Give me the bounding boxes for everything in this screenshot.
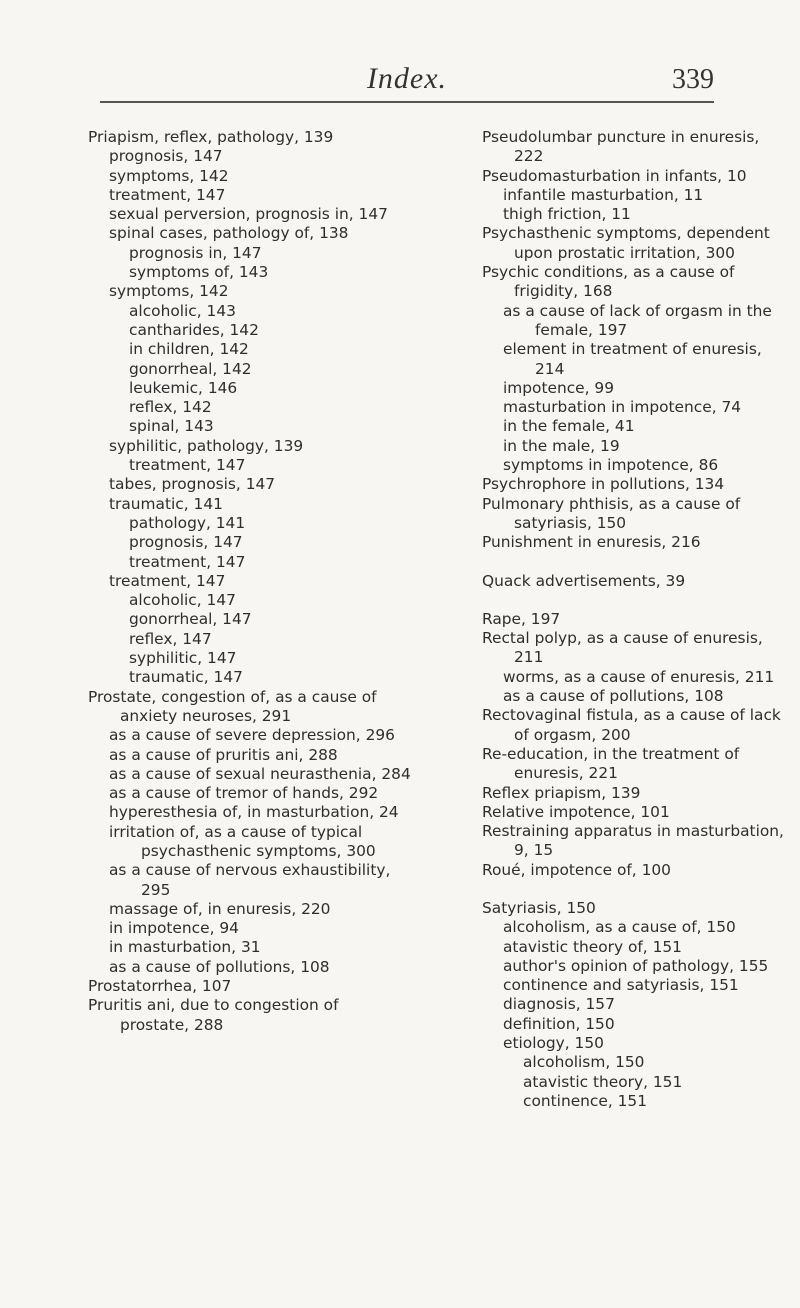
index-entry: etiology, 150 <box>503 1034 604 1053</box>
index-entry: alcoholism, 150 <box>523 1053 645 1072</box>
page-title: Index. <box>366 62 448 95</box>
index-entry: as a cause of sexual neurasthenia, 284 <box>109 764 411 783</box>
index-entry: spinal cases, pathology of, 138 <box>109 224 349 243</box>
index-entry: hyperesthesia of, in masturbation, 24 <box>109 803 399 822</box>
index-entry: gonorrheal, 142 <box>129 359 252 378</box>
index-entry: gonorrheal, 147 <box>129 610 252 629</box>
index-entry: Rectovaginal fistula, as a cause of lack of orgasm, 200 <box>482 706 781 744</box>
index-entry: atavistic theory of, 151 <box>503 937 682 956</box>
index-entry: symptoms, 142 <box>109 282 229 301</box>
index-column-right <box>482 128 787 1111</box>
index-entry: prognosis in, 147 <box>129 243 262 262</box>
index-entry: Quack advertisements, 39 <box>482 571 686 590</box>
index-entry: treatment, 147 <box>129 456 246 475</box>
index-column-left <box>88 128 412 1035</box>
index-entry: Restraining apparatus in masturbation, 9, 15 <box>482 822 784 860</box>
index-entry: treatment, 147 <box>129 552 246 571</box>
index-entry: in the male, 19 <box>503 436 620 455</box>
index-entry: Pseudomasturbation in infants, 10 <box>482 166 747 185</box>
index-entry: as a cause of pruritis ani, 288 <box>109 745 338 764</box>
index-entry: massage of, in enuresis, 220 <box>109 899 331 918</box>
index-entry: prognosis, 147 <box>109 147 223 166</box>
index-entry: Relative impotence, 101 <box>482 802 670 821</box>
index-entry: as a cause of nervous exhaustibility, 295 <box>109 861 391 899</box>
index-entry: Psychrophore in pollutions, 134 <box>482 475 725 494</box>
index-entry: symptoms in impotence, 86 <box>503 456 719 475</box>
index-entry: Prostatorrhea, 107 <box>88 977 232 996</box>
index-entry: Reflex priapism, 139 <box>482 783 641 802</box>
index-entry: continence and satyriasis, 151 <box>503 976 739 995</box>
index-entry: impotence, 99 <box>503 378 615 397</box>
index-entry: as a cause of lack of orgasm in the female, 197 <box>503 301 772 339</box>
index-entry: author's opinion of pathology, 155 <box>503 956 769 975</box>
index-entry: Pruritis ani, due to congestion of prostate, 288 <box>88 996 339 1034</box>
index-entry: Rectal polyp, as a cause of enuresis, 211 <box>482 629 763 667</box>
index-entry: treatment, 147 <box>109 571 226 590</box>
index-entry: Pulmonary phthisis, as a cause of satyriasis, 150 <box>482 494 741 532</box>
index-entry: treatment, 147 <box>109 185 226 204</box>
index-entry: pathology, 141 <box>129 513 246 532</box>
index-entry: symptoms, 142 <box>109 166 229 185</box>
index-entry: Psychasthenic symptoms, dependent upon prostatic irritation, 300 <box>482 224 770 262</box>
page-number: 339 <box>672 64 714 95</box>
index-entry: continence, 151 <box>523 1091 648 1110</box>
index-entry: thigh friction, 11 <box>503 205 631 224</box>
index-entry: in impotence, 94 <box>109 919 239 938</box>
index-entry: Roué, impotence of, 100 <box>482 860 671 879</box>
index-entry: Satyriasis, 150 <box>482 898 596 917</box>
index-entry: as a cause of pollutions, 108 <box>503 687 724 706</box>
index-entry: worms, as a cause of enuresis, 211 <box>503 667 775 686</box>
index-entry: Punishment in enuresis, 216 <box>482 533 701 552</box>
index-entry: leukemic, 146 <box>129 378 238 397</box>
index-entry: prognosis, 147 <box>129 533 243 552</box>
index-entry: tabes, prognosis, 147 <box>109 475 276 494</box>
index-entry: Pseudolumbar puncture in enuresis, 222 <box>482 128 760 166</box>
index-entry: alcoholic, 143 <box>129 301 236 320</box>
index-entry: reflex, 142 <box>129 398 212 417</box>
index-entry: diagnosis, 157 <box>503 995 615 1014</box>
index-entry: syphilitic, pathology, 139 <box>109 436 304 455</box>
index-entry: cantharides, 142 <box>129 320 259 339</box>
index-entry: Re-education, in the treatment of enuresis, 221 <box>482 744 740 783</box>
index-entry: sexual perversion, prognosis in, 147 <box>109 205 388 224</box>
index-entry: syphilitic, 147 <box>129 649 237 668</box>
index-entry: infantile masturbation, 11 <box>503 185 704 204</box>
index-entry: reflex, 147 <box>129 629 212 648</box>
index-entry: Priapism, reflex, pathology, 139 <box>88 128 334 146</box>
index-entry: traumatic, 147 <box>129 668 243 687</box>
header-rule <box>100 101 714 103</box>
index-entry: symptoms of, 143 <box>129 263 269 282</box>
index-entry: alcoholic, 147 <box>129 591 236 610</box>
index-entry: Psychic conditions, as a cause of frigidity, 168 <box>482 263 735 301</box>
index-entry: in masturbation, 31 <box>109 938 261 957</box>
index-entry: atavistic theory, 151 <box>523 1072 683 1091</box>
index-entry: as a cause of pollutions, 108 <box>109 957 330 976</box>
index-entry: spinal, 143 <box>129 417 214 436</box>
index-entry: masturbation in impotence, 74 <box>503 398 742 417</box>
index-entry: alcoholism, as a cause of, 150 <box>503 918 736 937</box>
index-entry: Rape, 197 <box>482 609 561 628</box>
index-entry: as a cause of tremor of hands, 292 <box>109 784 379 803</box>
index-entry: Prostate, congestion of, as a cause of anxiety neuroses, 291 <box>88 687 377 725</box>
index-entry: element in treatment of enuresis, 214 <box>503 340 762 378</box>
index-entry: in the female, 41 <box>503 417 635 436</box>
index-entry: in children, 142 <box>129 340 249 359</box>
index-entry: definition, 150 <box>503 1014 615 1033</box>
index-entry: irritation of, as a cause of typical psychasthenic symptoms, 300 <box>109 822 376 860</box>
index-entry: as a cause of severe depression, 296 <box>109 726 395 745</box>
index-entry: traumatic, 141 <box>109 494 223 513</box>
page-header <box>100 56 714 104</box>
